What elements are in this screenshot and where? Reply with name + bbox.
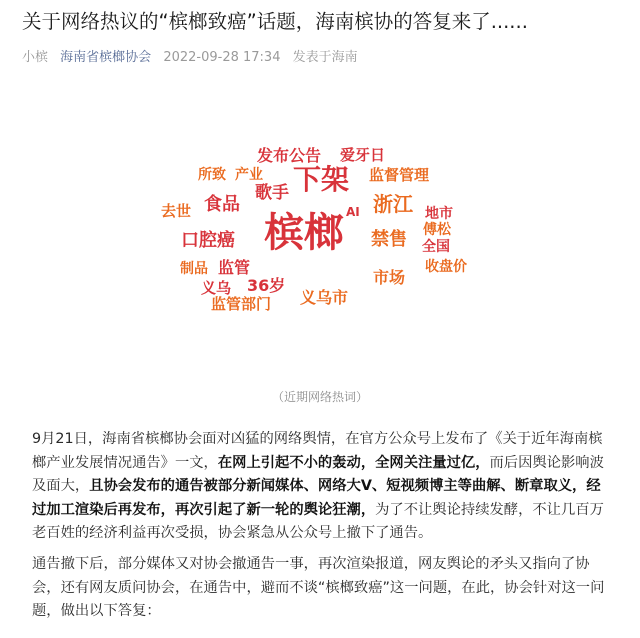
word-cloud-word: 全国 — [422, 239, 450, 255]
p1-bold-e: 再次引起了新一轮的舆论狂潮， — [174, 501, 376, 518]
word-cloud-word: 口腔癌 — [181, 230, 235, 251]
word-cloud-word: 市场 — [373, 268, 406, 287]
word-cloud-word: 歌手 — [255, 183, 289, 203]
body-paragraph-2: 通告撤下后，部分媒体又对协会撤通告一事，再次渲染报道，网友舆论的矛头又指向了协会，还有网友质问协会，在通告中，避而不谈“槟榔致癌”这一问题，在此，协会针对这一问题，做出以下答复： — [32, 556, 605, 619]
word-cloud-word: 监管部门 — [211, 295, 272, 313]
word-cloud-word: 义乌 — [201, 279, 232, 297]
p1-text-f: 为了不让舆论持续发酵，不让几百万老百姓的经济利益再次受损，协会紧急从公众号上撤下了通告。 — [32, 501, 604, 541]
word-cloud-word: 监督管理 — [369, 166, 430, 184]
word-cloud-word: 浙江 — [373, 192, 413, 216]
word-cloud-word: 食品 — [204, 194, 240, 215]
article-title: 关于网络热议的“槟榔致癌”话题，海南槟协的答复来了...... — [22, 10, 528, 33]
word-cloud-image — [140, 130, 500, 330]
word-cloud-word: 禁售 — [371, 229, 407, 250]
word-cloud-word: 产业 — [235, 167, 263, 183]
author-name: 小槟 — [22, 50, 49, 65]
word-cloud-word: 制品 — [180, 261, 208, 277]
p1-text-a: 9月21日，海南省槟榔协会面对凶猛的网络舆情，在官方公众号上发布了《关于近年海南槟榔产业发展情况通告》一文， — [32, 431, 603, 471]
word-cloud-word: 发布公告 — [257, 146, 322, 165]
word-cloud-word: 爱牙日 — [340, 146, 386, 164]
publish-location: 发表于海南 — [292, 50, 358, 65]
word-cloud-word: 去世 — [161, 202, 192, 220]
image-caption: （近期网络热词） — [271, 390, 368, 404]
word-cloud-word: AI — [346, 205, 360, 219]
p1-text-c: 而后因舆论影响波及面大， — [32, 454, 604, 494]
word-cloud-word: 傅松 — [423, 222, 451, 238]
word-cloud-word: 地市 — [425, 206, 453, 222]
word-cloud-word: 监管 — [218, 258, 251, 277]
article-meta — [22, 46, 366, 65]
word-cloud-word: 收盘价 — [425, 259, 467, 275]
word-cloud-word: 槟榔 — [264, 210, 344, 256]
p1-bold-d: 且协会发布的通告被部分新闻媒体、网络大V、短视频博主等曲解、断章取义，经过加工渲染后再发布， — [32, 478, 601, 518]
word-cloud-word: 下架 — [293, 163, 350, 196]
word-cloud-word: 36岁 — [247, 276, 286, 295]
p1-bold-b: 在网上引起不小的轰动，全网关注量过亿， — [217, 454, 490, 471]
word-cloud-word: 所致 — [198, 167, 226, 183]
body-paragraph-1 — [32, 428, 610, 546]
publish-datetime: 2022-09-28 17:34 — [163, 50, 281, 65]
account-link[interactable]: 海南省槟榔协会 — [60, 50, 152, 65]
word-cloud-word: 义乌市 — [300, 288, 349, 307]
